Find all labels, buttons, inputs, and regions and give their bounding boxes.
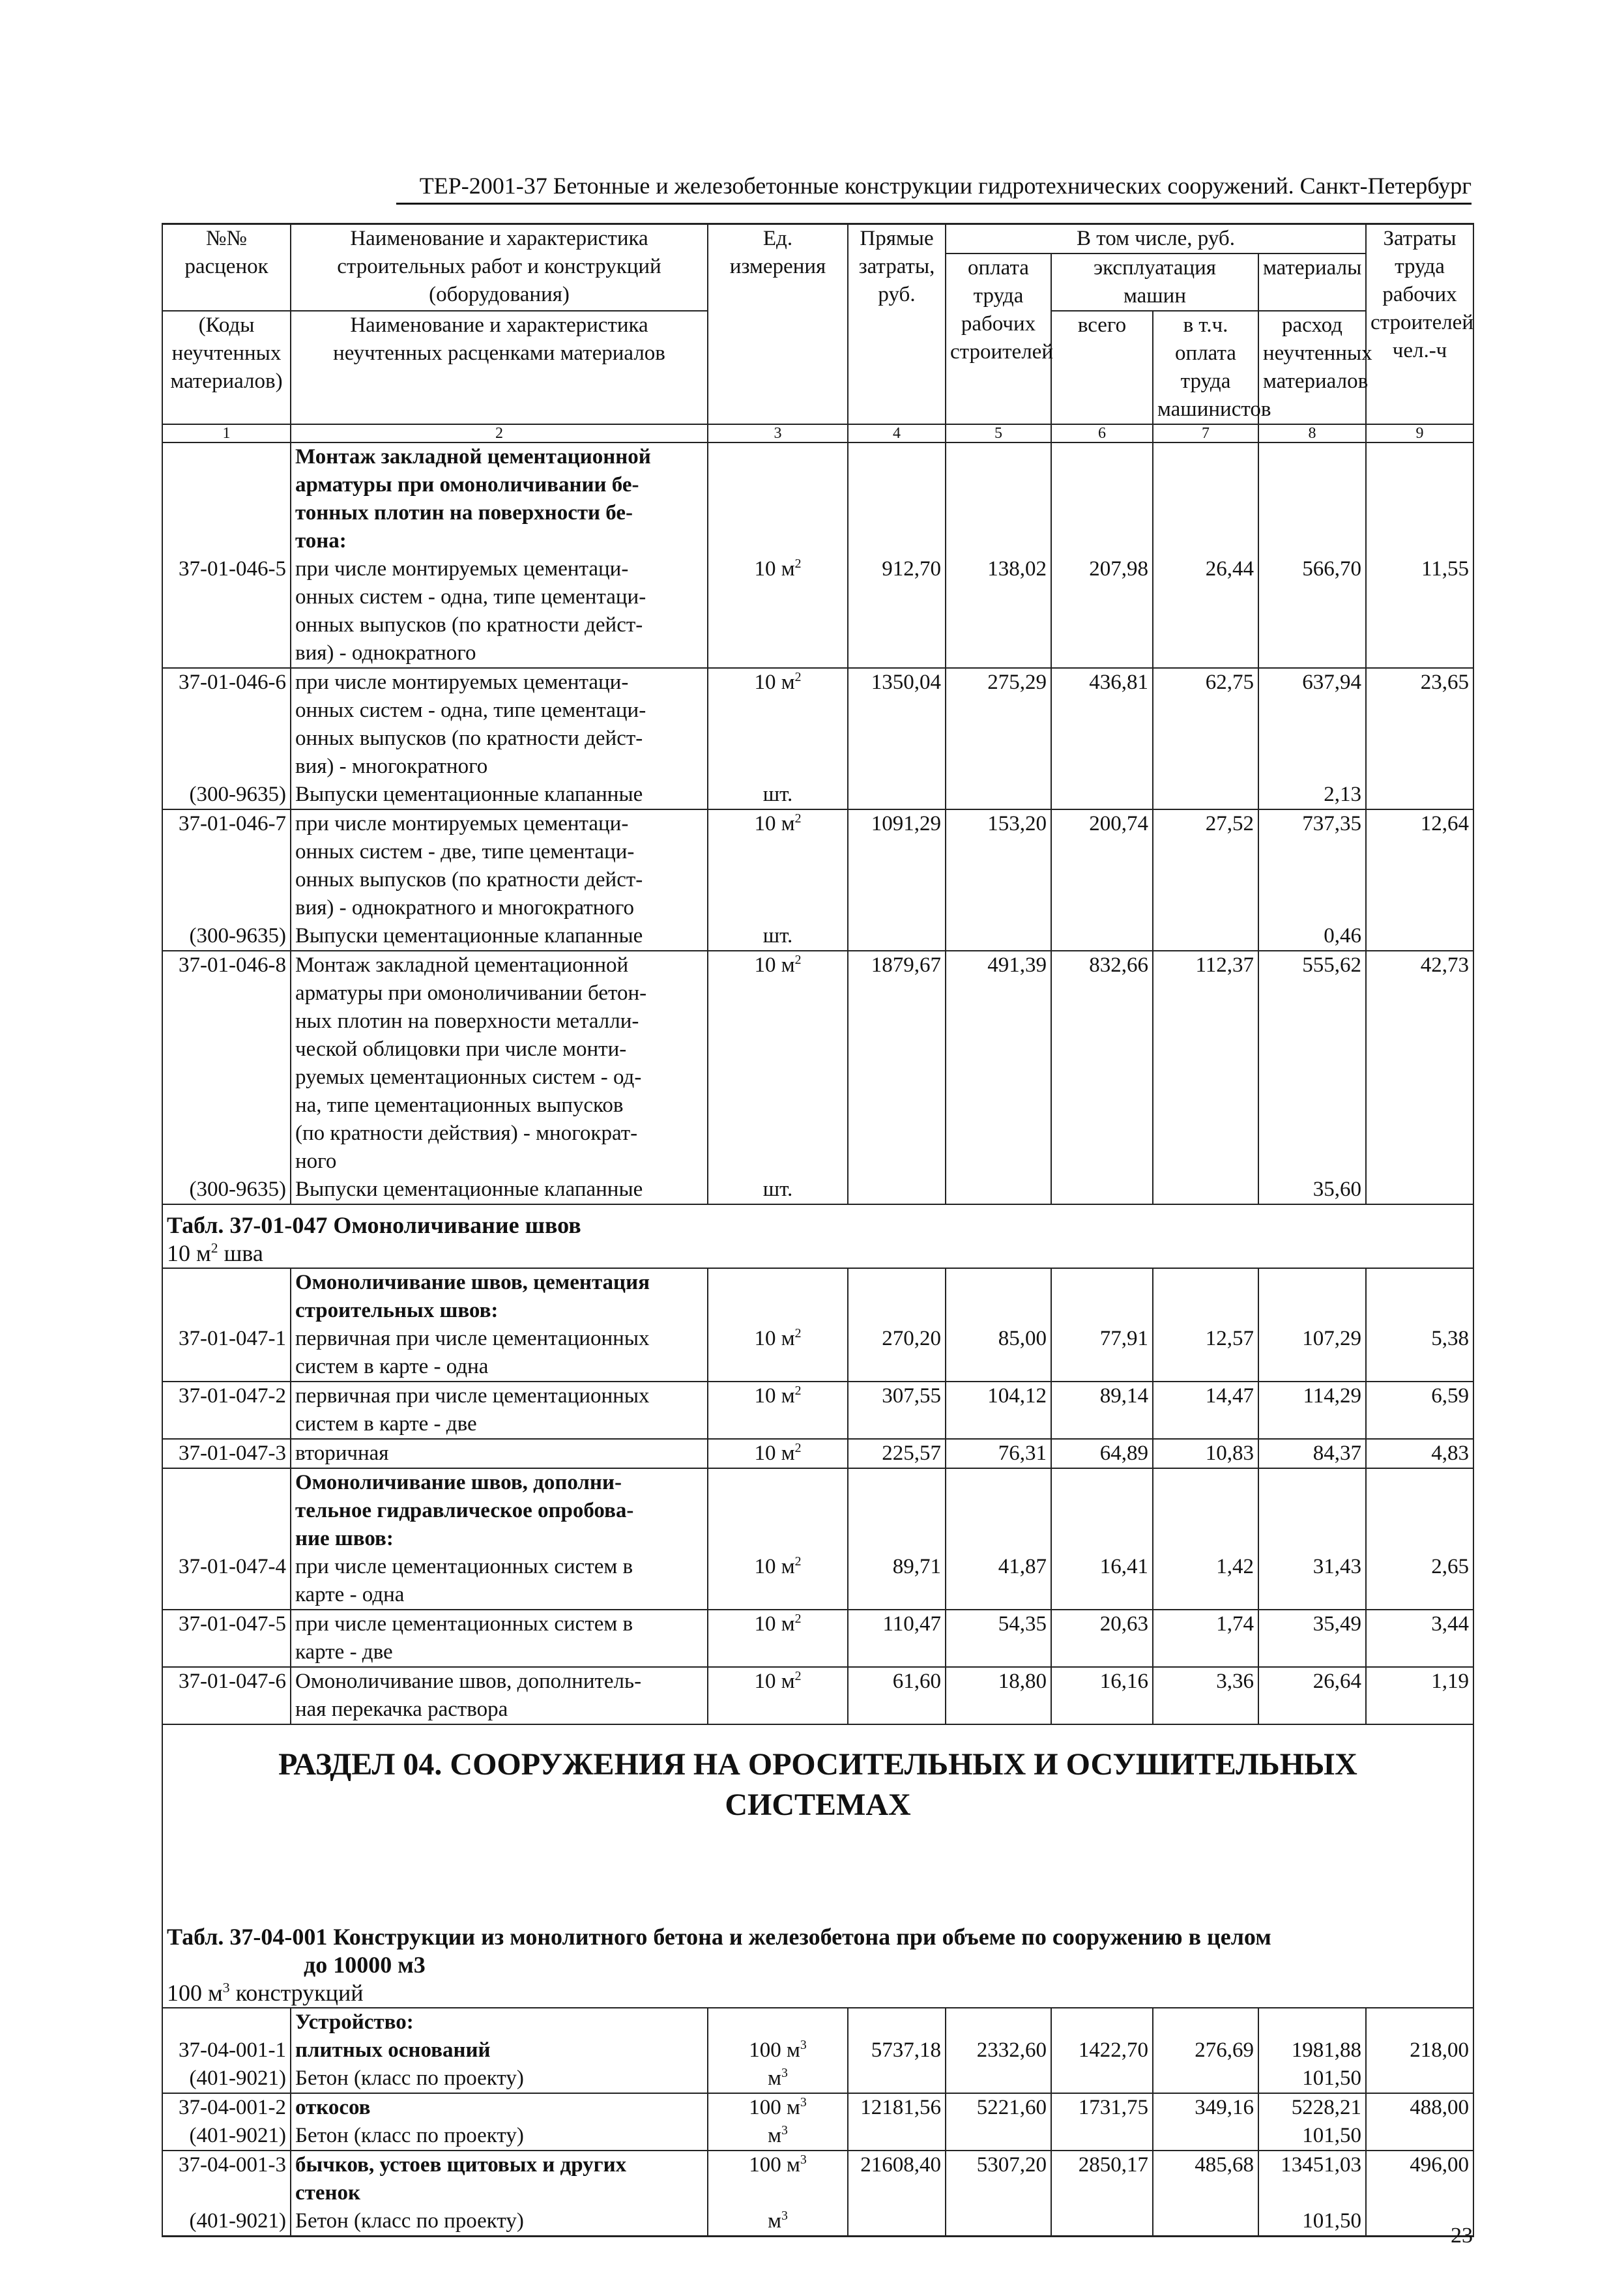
page-number: 23 (1451, 2224, 1473, 2248)
price-table (162, 223, 1474, 2237)
table-row: 37-04-001-1 плитных оснований 100 $м^3$ 5737,18 2332,60 1422,70 276,69 1981,88 218,00 (162, 2036, 1473, 2065)
col-header-unrecorded-name: Наименование и характеристика неучтенных расценками материалов (291, 311, 708, 424)
table-row: 37-01-047-3 вторичная 10 $м^2$ 225,57 76,31 64,89 10,83 84,37 4,83 (162, 1439, 1473, 1468)
header-row-1 (162, 224, 1473, 254)
material-row: (401-9021) Бетон (класс по проекту) $м^3$ 101,50 (162, 2207, 1473, 2237)
material-row: (300-9635) Выпуски цементационные клапанные шт. 35,60 (162, 1176, 1473, 1204)
table-title-row (162, 1204, 1473, 1268)
col-header-machines: эксплуатация машин (1051, 254, 1258, 311)
table-row: 37-01-046-5 при числе монтируемых цементаци- онных систем - одна, типе цементаци- онных выпусков (по кратности дейст- вия) - однократного 10 $м^2$ 912,70 138,02 207,98 26,44 566,70 11,55 (162, 555, 1473, 668)
table-row: 37-04-001-2 откосов 100 $м^3$ 12181,56 5221,60 1731,75 349,16 5228,21 488,00 (162, 2093, 1473, 2122)
col-header-hours: Затраты труда рабочих строителей чел.-ч (1366, 224, 1473, 425)
table-unit: 10 $м^2$ шва (167, 1240, 263, 1266)
group-heading-row: Устройство: (162, 2008, 1473, 2036)
col-header-consumption: расход неучтенных материалов (1258, 311, 1366, 424)
col-header-name: Наименование и характеристика строительных работ и конструкций (оборудования) (291, 224, 708, 312)
col-header-unit: Ед. измерения (708, 224, 848, 425)
material-row: (300-9635) Выпуски цементационные клапанные шт. 0,46 (162, 922, 1473, 951)
table-row: 37-01-047-5 при числе цементационных систем в карте - две 10 $м^2$ 110,47 54,35 20,63 1,74 35,49 3,44 (162, 1610, 1473, 1667)
col-header-mach-labor: в т.ч. оплата труда машинистов (1153, 311, 1258, 424)
col-header-direct: Прямые затраты, руб. (848, 224, 946, 425)
material-row: (401-9021) Бетон (класс по проекту) $м^3$ 101,50 (162, 2122, 1473, 2151)
table-row: 37-01-046-6 при числе монтируемых цементаци- онных систем - одна, типе цементаци- онных выпусков (по кратности дейст- вия) - многократного 10 $м^2$ 1350,04 275,29 436,81 62,75 637,94 23,65 (162, 668, 1473, 781)
section-title: РАЗДЕЛ 04. СООРУЖЕНИЯ НА ОРОСИТЕЛЬНЫХ И ОСУШИТЕЛЬНЫХ СИСТЕМАХ (278, 1747, 1357, 1822)
table-row: 37-04-001-3 бычков, устоев щитовых и других стенок 100 $м^3$ 21608,40 5307,20 2850,17 485,68 13451,03 496,00 (162, 2151, 1473, 2207)
section-row (162, 1724, 1473, 1923)
column-numbers-row: 1 2 3 4 5 6 7 8 9 (162, 424, 1473, 442)
table-row: 37-01-046-7 при числе монтируемых цементаци- онных систем - две, типе цементаци- онных выпусков (по кратности дейст- вия) - однократного и многократного 10 $м^2$ 1091,29 153,20 200,74 27,52 737,35 12,64 (162, 809, 1473, 922)
col-header-code: №№ расценок (162, 224, 291, 312)
table-row: 37-01-047-1 первичная при числе цементационных систем в карте - одна 10 $м^2$ 270,20 85,00 77,91 12,57 107,29 5,38 (162, 1325, 1473, 1382)
group-heading-row: Омоноличивание швов, цементация строительных швов: (162, 1268, 1473, 1325)
table-title: Табл. 37-01-047 Омоноличивание швов (167, 1212, 581, 1238)
col-header-unrecorded-code: (Коды неучтенных материалов) (162, 311, 291, 424)
material-row: (300-9635) Выпуски цементационные клапанные шт. 2,13 (162, 781, 1473, 809)
group-heading: Монтаж закладной цементационной арматуры при омоноличивании бе- тонных плотин на поверхности бе- тона: (291, 442, 708, 555)
header-rule (396, 203, 1472, 205)
table-title: Табл. 37-04-001 Конструкции из монолитного бетона и железобетона при объеме по сооружению в целом до 10000 м3 (167, 1924, 1271, 1978)
group-heading-row: Омоноличивание швов, дополни- тельное гидравлическое опробова- ние швов: (162, 1468, 1473, 1553)
table-unit: 100 $м^3$ конструкций (167, 1980, 364, 2006)
material-row: (401-9021) Бетон (класс по проекту) $м^3$ 101,50 (162, 2065, 1473, 2093)
table-row: 37-01-047-6 Омоноличивание швов, дополнитель- ная перекачка раствора 10 $м^2$ 61,60 18,80 16,16 3,36 26,64 1,19 (162, 1667, 1473, 1724)
table-title-row (162, 1923, 1473, 2008)
col-header-materials: материалы (1258, 254, 1366, 311)
col-header-group: В том числе, руб. (946, 224, 1366, 254)
page-header: ТЕР-2001-37 Бетонные и железобетонные конструкции гидротехнических сооружений. Санкт-Петербург (419, 173, 1472, 199)
col-header-labor: оплата труда рабочих строителей (946, 254, 1051, 424)
table-row: 37-01-047-2 первичная при числе цементационных систем в карте - две 10 $м^2$ 307,55 104,12 89,14 14,47 114,29 6,59 (162, 1382, 1473, 1439)
group-heading-row (162, 442, 1473, 555)
table-row: 37-01-046-8 Монтаж закладной цементационной арматуры при омоноличивании бетон- ных плотин на поверхности металли- ческой облицовки при числе монти- руемых цементационных систем - од- на, типе цементационных выпусков (по кратности действия) - многократ- ного 10 $м^2$ 1879,67 491,39 832,66 112,37 555,62 42,73 (162, 951, 1473, 1176)
table-row: 37-01-047-4 при числе цементационных систем в карте - одна 10 $м^2$ 89,71 41,87 16,41 1,42 31,43 2,65 (162, 1553, 1473, 1610)
col-header-mach-total: всего (1051, 311, 1153, 424)
